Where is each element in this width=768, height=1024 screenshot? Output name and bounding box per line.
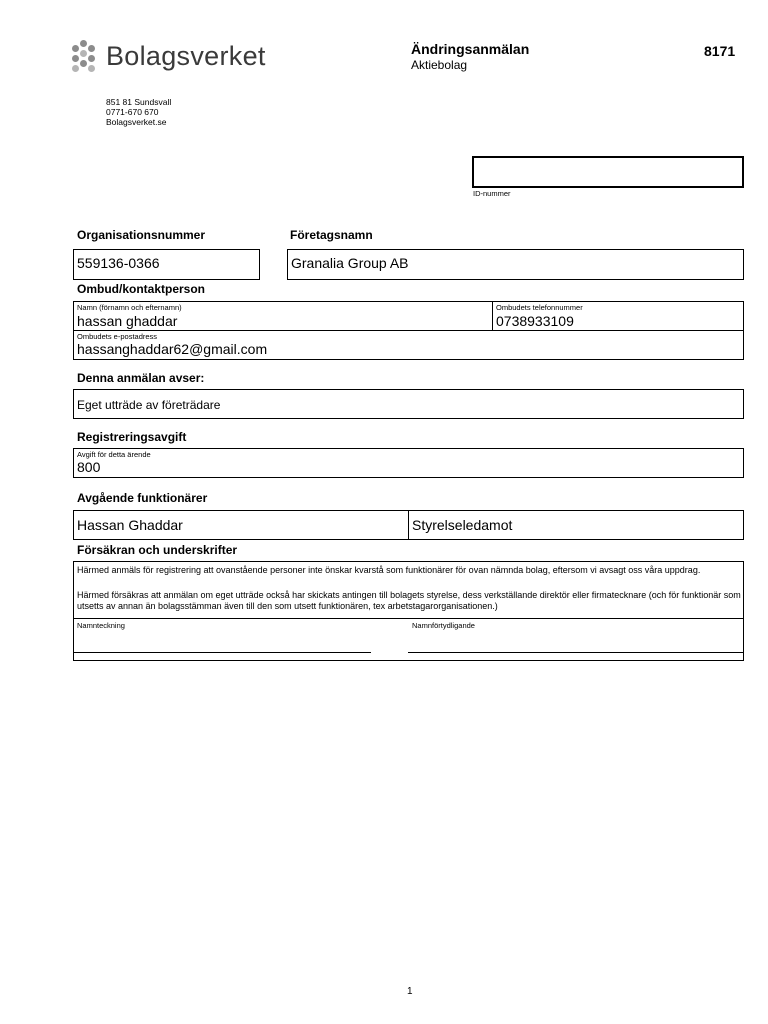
officer-role-field[interactable]: [408, 510, 744, 540]
contact-phone-field[interactable]: [492, 301, 744, 331]
signature-label: Namnteckning: [77, 621, 125, 630]
contact-heading: Ombud/kontaktperson: [77, 282, 206, 296]
fee-value: 800: [77, 459, 101, 475]
contact-phone-label: Ombudets telefonnummer: [496, 303, 583, 312]
id-number-field[interactable]: [472, 156, 744, 188]
declaration-heading: Försäkran och underskrifter: [77, 543, 238, 557]
logo-text: Bolagsverket: [106, 41, 266, 71]
company-name-heading: Företagsnamn: [290, 228, 373, 242]
declaration-text-1: Härmed anmäls för registrering att ovanstående personer inte önskar kvarstå som funktionärer för ovan nämnda bolag, eftersom vi avsagt oss våra uppdrag.: [77, 565, 701, 575]
officers-heading: Avgående funktionärer: [77, 491, 208, 505]
contact-name-label: Namn (förnamn och efternamn): [77, 303, 182, 312]
form-subtitle: Aktiebolag: [411, 58, 468, 72]
form-title: Ändringsanmälan: [411, 41, 530, 57]
company-name-field[interactable]: [287, 249, 744, 280]
officer-name-value: Hassan Ghaddar: [77, 517, 183, 533]
fee-field[interactable]: [73, 448, 744, 478]
org-number-field[interactable]: [73, 249, 260, 280]
fee-label: Avgift för detta ärende: [77, 450, 151, 459]
address-block: [106, 97, 171, 127]
clarification-label: Namnförtydligande: [412, 621, 475, 630]
officer-name-field[interactable]: [73, 510, 409, 540]
fee-heading: Registreringsavgift: [77, 430, 187, 444]
concerns-value: Eget utträde av företrädare: [77, 398, 221, 412]
concerns-heading: Denna anmälan avser:: [77, 371, 205, 385]
logo: [70, 38, 280, 78]
id-number-label: ID-nummer: [473, 189, 511, 198]
dot-cluster-icon: [70, 40, 100, 74]
contact-email-label: Ombudets e-postadress: [77, 332, 158, 341]
declaration-text-2: Härmed försäkras att anmälan om eget utträde också har skickats antingen till bolagets styrelse, dess verkställande direktör eller firmatecknare (och för funktionär som utsetts av annan än bolagsstämman även till den som utsett funktionären, tex arbetstagarorganisationen.): [77, 590, 741, 611]
address-line: 851 81 Sundsvall: [106, 97, 172, 107]
contact-phone-value: 0738933109: [496, 313, 574, 329]
form-number: 8171: [704, 43, 736, 59]
contact-email-field[interactable]: [73, 330, 744, 360]
contact-name-value: hassan ghaddar: [77, 313, 178, 329]
org-number-heading: Organisationsnummer: [77, 228, 206, 242]
clarification-field[interactable]: [408, 632, 743, 653]
company-name-value: Granalia Group AB: [291, 255, 409, 271]
address-line: 0771-670 670: [106, 107, 159, 117]
officer-role-value: Styrelseledamot: [412, 517, 513, 533]
concerns-field[interactable]: [73, 389, 744, 419]
contact-email-value: hassanghaddar62@gmail.com: [77, 341, 268, 357]
declaration-divider: [74, 618, 743, 619]
contact-name-field[interactable]: [73, 301, 493, 331]
signature-field[interactable]: [74, 632, 371, 653]
org-number-value: 559136-0366: [77, 255, 160, 271]
address-line: Bolagsverket.se: [106, 117, 167, 127]
page-number: 1: [407, 986, 413, 997]
declaration-box: [73, 561, 744, 661]
